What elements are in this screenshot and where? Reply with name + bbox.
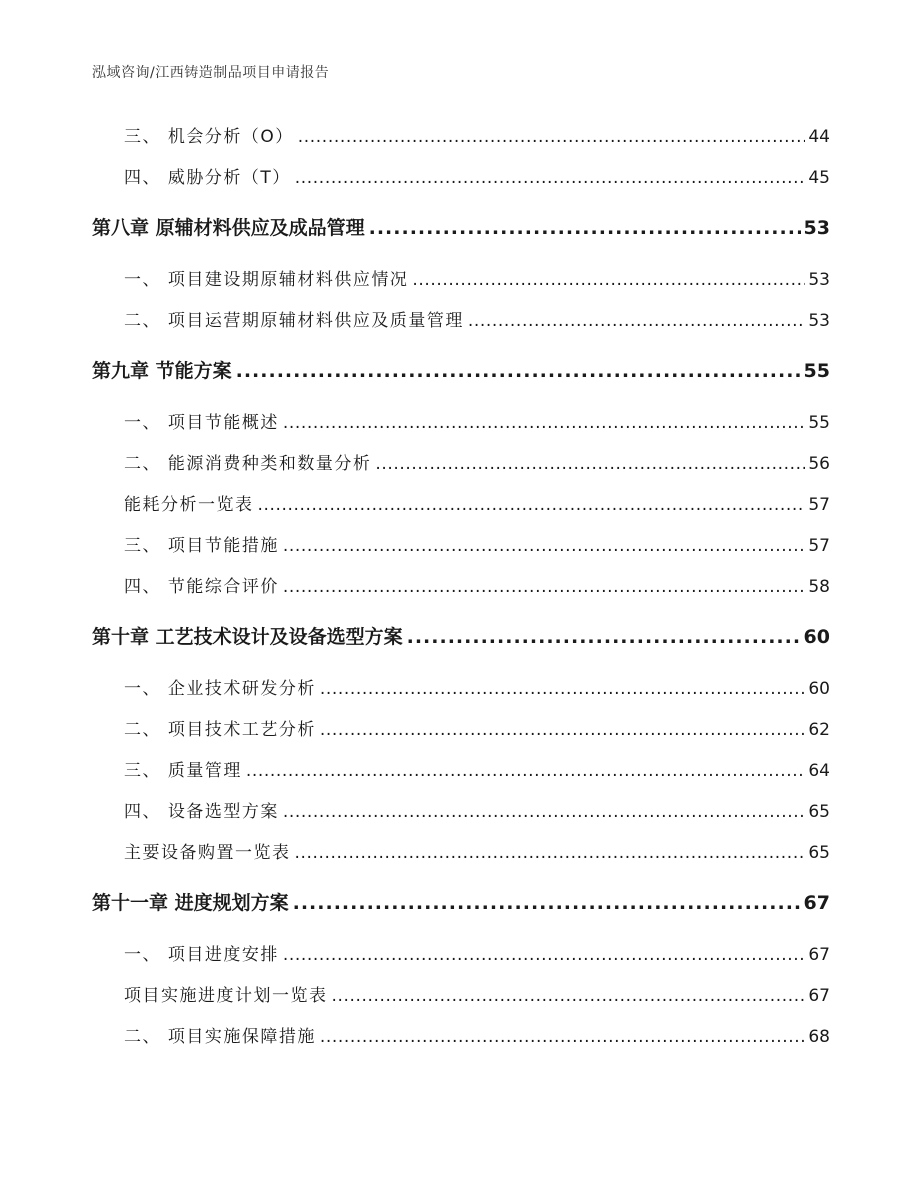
toc-page-number: 67 bbox=[808, 986, 830, 1006]
toc-dot-leader bbox=[468, 311, 805, 331]
toc-entry[interactable] bbox=[124, 715, 830, 740]
toc-page-number: 60 bbox=[808, 679, 830, 699]
toc-entry-title: 二、 能源消费种类和数量分析 bbox=[124, 454, 372, 474]
toc-page-number: 45 bbox=[808, 168, 830, 188]
toc-entry-title: 三、 机会分析（O） bbox=[124, 127, 294, 147]
toc-entry[interactable] bbox=[124, 449, 830, 474]
toc-dot-leader bbox=[369, 217, 801, 239]
toc-chapter-entry[interactable] bbox=[92, 622, 830, 649]
toc-page-number: 44 bbox=[808, 127, 830, 147]
toc-page-number: 65 bbox=[808, 802, 830, 822]
toc-page-number: 57 bbox=[808, 536, 830, 556]
toc-entry-title: 能耗分析一览表 bbox=[124, 495, 254, 515]
toc-dot-leader bbox=[332, 986, 806, 1006]
toc-entry-title: 主要设备购置一览表 bbox=[124, 843, 291, 863]
toc-entry-title: 二、 项目实施保障措施 bbox=[124, 1027, 316, 1047]
toc-dot-leader bbox=[283, 945, 805, 965]
toc-entry[interactable] bbox=[124, 838, 830, 863]
toc-dot-leader bbox=[283, 577, 805, 597]
toc-entry-title: 一、 项目进度安排 bbox=[124, 945, 279, 965]
toc-chapter-entry[interactable] bbox=[92, 356, 830, 383]
toc-entry-title: 三、 质量管理 bbox=[124, 761, 242, 781]
toc-page-number: 67 bbox=[803, 892, 830, 914]
toc-entry-title: 四、 设备选型方案 bbox=[124, 802, 279, 822]
toc-dot-leader bbox=[375, 454, 805, 474]
toc-entry[interactable] bbox=[124, 572, 830, 597]
toc-dot-leader bbox=[283, 536, 805, 556]
toc-entry-title: 四、 威胁分析（T） bbox=[124, 168, 291, 188]
toc-page-number: 68 bbox=[808, 1027, 830, 1047]
toc-chapter-title: 第八章 原辅材料供应及成品管理 bbox=[92, 217, 365, 239]
toc-page-number: 58 bbox=[808, 577, 830, 597]
toc-page-number: 53 bbox=[803, 217, 830, 239]
toc-entry[interactable] bbox=[124, 940, 830, 965]
toc-entry[interactable] bbox=[124, 163, 830, 188]
toc-entry[interactable] bbox=[124, 756, 830, 781]
toc-entry-title: 一、 企业技术研发分析 bbox=[124, 679, 316, 699]
toc-entry[interactable] bbox=[124, 306, 830, 331]
toc-dot-leader bbox=[295, 168, 806, 188]
toc-entry[interactable] bbox=[124, 490, 830, 515]
toc-dot-leader bbox=[412, 270, 805, 290]
toc-page-number: 56 bbox=[808, 454, 830, 474]
toc-page-number: 67 bbox=[808, 945, 830, 965]
toc-page-number: 57 bbox=[808, 495, 830, 515]
toc-page-number: 53 bbox=[808, 311, 830, 331]
toc-dot-leader bbox=[258, 495, 806, 515]
toc-dot-leader bbox=[407, 626, 801, 648]
toc-entry[interactable] bbox=[124, 531, 830, 556]
toc-dot-leader bbox=[320, 720, 805, 740]
toc-page-number: 60 bbox=[803, 626, 830, 648]
toc-entry-title: 二、 项目运营期原辅材料供应及质量管理 bbox=[124, 311, 464, 331]
toc-chapter-title: 第十一章 进度规划方案 bbox=[92, 892, 289, 914]
toc-entry[interactable] bbox=[124, 265, 830, 290]
toc-chapter-entry[interactable] bbox=[92, 213, 830, 240]
toc-entry[interactable] bbox=[124, 674, 830, 699]
toc-dot-leader bbox=[246, 761, 805, 781]
toc-entry-title: 项目实施进度计划一览表 bbox=[124, 986, 328, 1006]
toc-entry-title: 四、 节能综合评价 bbox=[124, 577, 279, 597]
toc-dot-leader bbox=[283, 802, 805, 822]
toc-entry-title: 一、 项目节能概述 bbox=[124, 413, 279, 433]
toc-entry-title: 一、 项目建设期原辅材料供应情况 bbox=[124, 270, 409, 290]
toc-page-number: 64 bbox=[808, 761, 830, 781]
toc-entry[interactable] bbox=[124, 122, 830, 147]
toc-page-number: 53 bbox=[808, 270, 830, 290]
toc-entry[interactable] bbox=[124, 981, 830, 1006]
toc-chapter-entry[interactable] bbox=[92, 888, 830, 915]
toc-dot-leader bbox=[320, 1027, 805, 1047]
toc-page-number: 62 bbox=[808, 720, 830, 740]
toc-entry-title: 二、 项目技术工艺分析 bbox=[124, 720, 316, 740]
running-header: 泓域咨询/江西铸造制品项目申请报告 bbox=[92, 65, 330, 81]
toc-page-number: 65 bbox=[808, 843, 830, 863]
toc-page-number: 55 bbox=[808, 413, 830, 433]
toc-entry[interactable] bbox=[124, 1022, 830, 1047]
toc-chapter-title: 第九章 节能方案 bbox=[92, 360, 232, 382]
toc-entry[interactable] bbox=[124, 408, 830, 433]
toc-dot-leader bbox=[295, 843, 806, 863]
toc-entry[interactable] bbox=[124, 797, 830, 822]
toc-dot-leader bbox=[298, 127, 806, 147]
toc-entry-title: 三、 项目节能措施 bbox=[124, 536, 279, 556]
toc-page-number: 55 bbox=[803, 360, 830, 382]
toc-dot-leader bbox=[293, 892, 801, 914]
toc-dot-leader bbox=[283, 413, 805, 433]
toc-chapter-title: 第十章 工艺技术设计及设备选型方案 bbox=[92, 626, 403, 648]
toc-dot-leader bbox=[236, 360, 801, 382]
toc-dot-leader bbox=[320, 679, 805, 699]
